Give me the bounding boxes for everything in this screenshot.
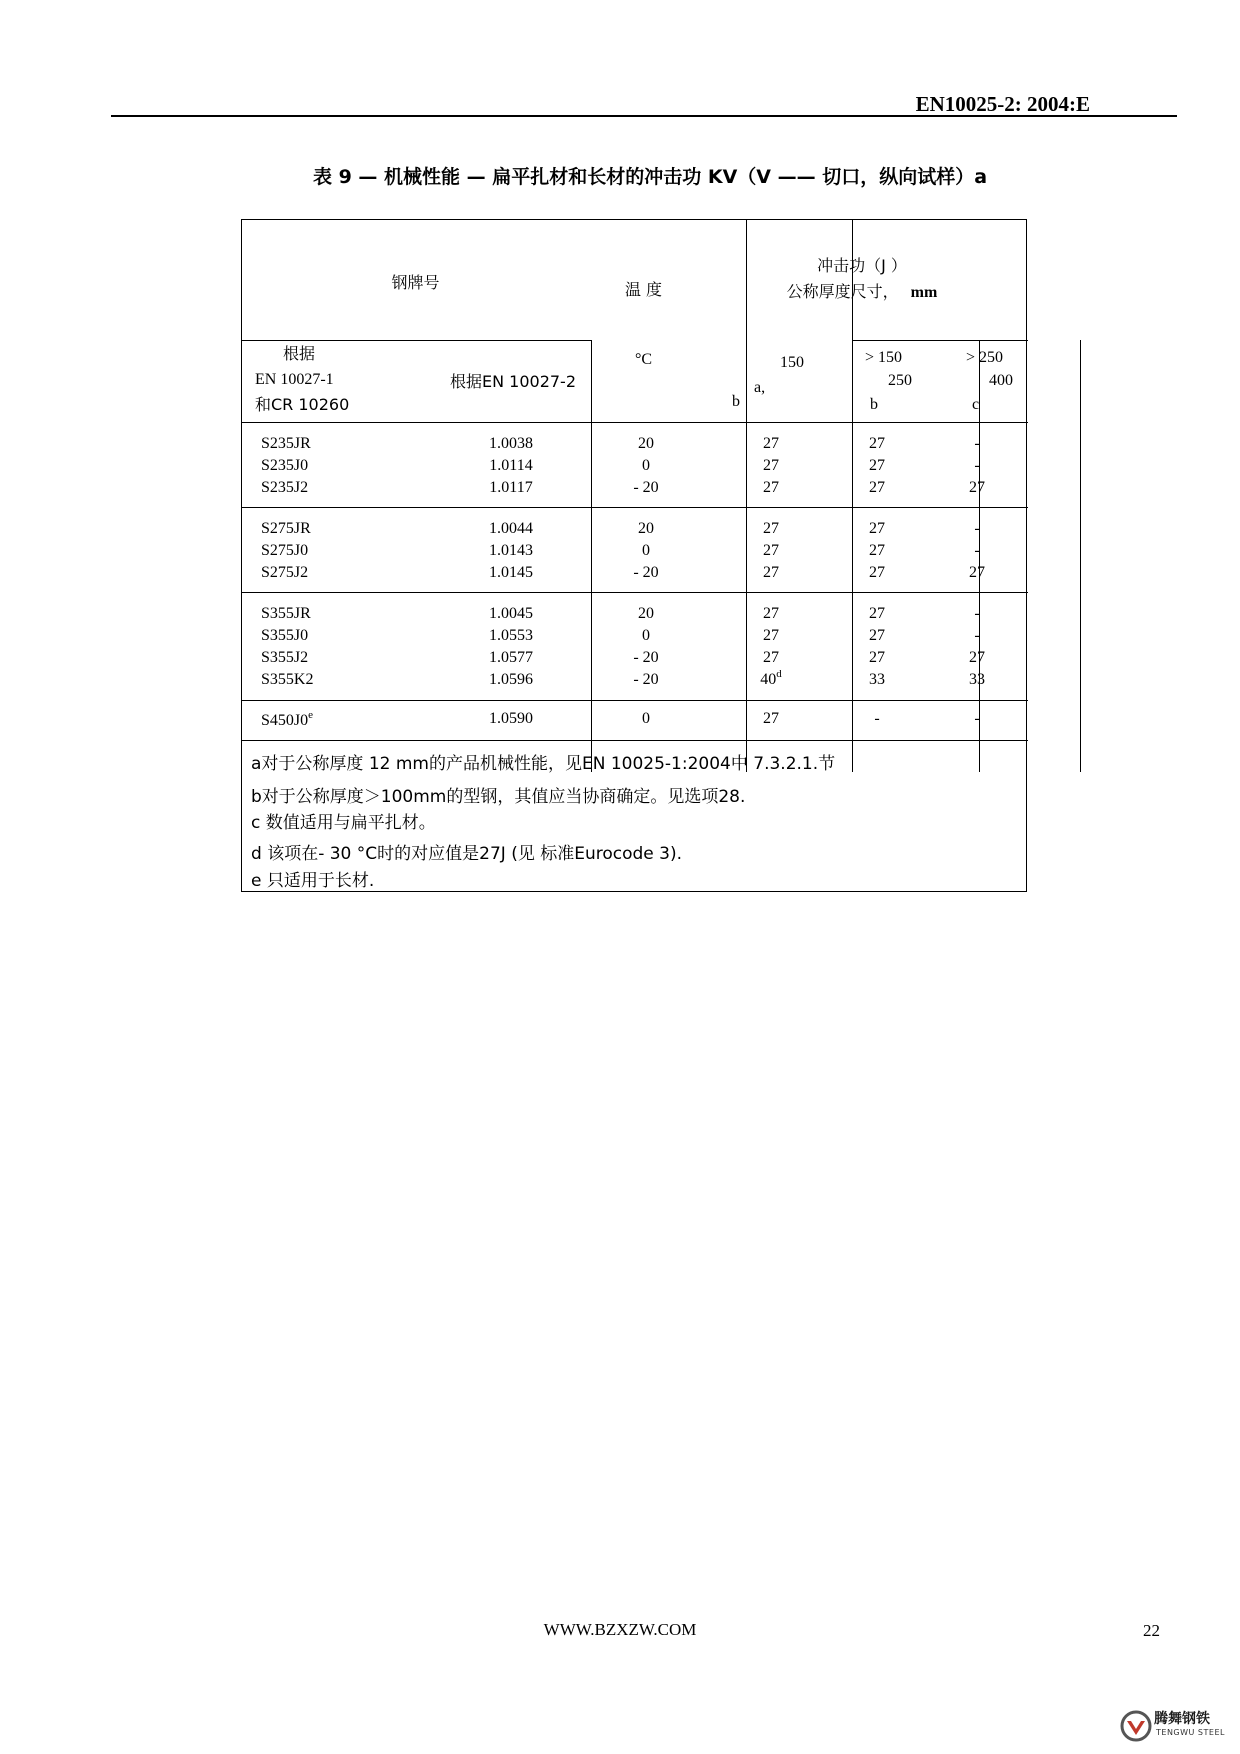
table-cell: 27 (869, 457, 885, 474)
table-cell: 1.0590 (489, 710, 533, 727)
table-cell: 0 (642, 457, 650, 474)
thk1-top: 150 (780, 354, 804, 371)
table-cell: 33 (969, 671, 985, 688)
footer-url[interactable]: WWW.BZXZW.COM (543, 1620, 697, 1639)
group2-grades (261, 518, 311, 584)
table-cell: S355K2 (261, 671, 314, 688)
table-cell: 0 (642, 710, 650, 727)
thk2-bot: b (870, 396, 878, 413)
sub-en10027-1-l2: EN 10027-1 (255, 371, 334, 388)
table-cell: 27 (763, 457, 779, 474)
table-cell: S235J0 (261, 457, 309, 474)
footnote-marker: d (776, 668, 782, 680)
header-rule (111, 115, 1177, 117)
table-cell: 1.0038 (489, 435, 533, 452)
table-note-e: e 只适用于长材. (251, 871, 375, 891)
table-content (241, 219, 1027, 892)
table-cell: - (974, 605, 980, 622)
table-cell: - (974, 520, 980, 537)
table-cell: S355J0 (261, 627, 309, 644)
table-cell: 1.0045 (489, 605, 533, 622)
group4-temps (611, 708, 681, 730)
table-cell (751, 669, 791, 691)
page-number: 22 (1143, 1621, 1160, 1640)
brand-logo-name-en: TENGWU STEEL (1156, 1728, 1225, 1737)
header-impact-line1: 冲击功（J ） (817, 256, 907, 275)
table-cell: - 20 (633, 479, 659, 496)
table-cell: 27 (763, 627, 779, 644)
table-note-c: c 数值适用与扁平扎材。 (251, 813, 436, 833)
footnote-marker: e (308, 709, 314, 721)
table-note-d: d 该项在- 30 °C时的对应值是27J (见 标准Eurocode 3). (251, 844, 683, 864)
thk3-mid: 400 (989, 372, 1013, 389)
table-cell: 27 (869, 649, 885, 666)
table-cell: 20 (638, 605, 654, 622)
group1-t3 (957, 433, 997, 499)
thk1-bot: b (732, 393, 740, 410)
table-title: 表 9 — 机械性能 — 扁平扎材和长材的冲击功 KV（V —— 切口，纵向试样）a (312, 166, 988, 188)
group2-t2 (857, 518, 897, 584)
group3-temps (611, 603, 681, 691)
table-cell: - (974, 435, 980, 452)
table-cell (261, 710, 313, 732)
thk2-top: > 150 (865, 349, 903, 366)
group3-grades (261, 603, 313, 691)
table-cell: - (974, 710, 980, 727)
header-grade: 钢牌号 (391, 273, 440, 292)
grid-line (1080, 340, 1081, 772)
brand-logo (1120, 1706, 1238, 1748)
table-cell: S355J2 (261, 649, 309, 666)
table-cell: - (974, 627, 980, 644)
group1-t1 (751, 433, 791, 499)
table-cell: S275J2 (261, 564, 309, 581)
thk1-mid: a, (754, 379, 766, 396)
group1-temps (611, 433, 681, 499)
table-cell: - (874, 710, 880, 727)
group1-numbers (476, 433, 546, 499)
table-cell: - (974, 457, 980, 474)
group4-grades (261, 710, 313, 732)
table-cell: 27 (869, 520, 885, 537)
cell-value: 40 (760, 671, 777, 688)
table-cell: - 20 (633, 649, 659, 666)
table-cell: 27 (763, 520, 779, 537)
table-cell: 0 (642, 627, 650, 644)
group2-numbers (476, 518, 546, 584)
table-cell: - 20 (633, 564, 659, 581)
group3-t2 (857, 603, 897, 691)
header-doc-code: EN10025-2: 2004:E (915, 92, 1090, 116)
group3-t1 (751, 603, 791, 691)
group2-t3 (957, 518, 997, 584)
table-cell: 27 (763, 710, 779, 727)
thk3-top: > 250 (966, 349, 1004, 366)
thk3-bot: c (972, 396, 980, 413)
table-cell: 1.0577 (489, 649, 533, 666)
table-cell: 0 (642, 542, 650, 559)
thk2-mid: 250 (888, 372, 912, 389)
impact-thickness-label: 公称厚度尺寸， (786, 282, 899, 301)
table-cell: 27 (763, 649, 779, 666)
table-cell: - 20 (633, 671, 659, 688)
group4-numbers (476, 708, 546, 730)
group3-t3 (957, 603, 997, 691)
header-impact-line2 (697, 281, 1027, 304)
table-cell: 1.0117 (489, 479, 533, 496)
table-cell: 20 (638, 520, 654, 537)
table-cell: 27 (763, 435, 779, 452)
table-cell: 27 (969, 564, 985, 581)
table-cell: 27 (763, 542, 779, 559)
group4-t2 (857, 708, 897, 730)
table-note-b: b对于公称厚度＞100mm的型钢，其值应当协商确定。见选项28. (251, 787, 746, 807)
header-temperature-unit: °C (634, 351, 653, 368)
table-cell: S275JR (261, 520, 311, 537)
table-cell: 1.0596 (489, 671, 533, 688)
table-cell: 27 (763, 605, 779, 622)
sub-en10027-1-l3: 和CR 10260 (255, 395, 350, 414)
table-cell: S235J2 (261, 479, 309, 496)
table-cell: 27 (763, 564, 779, 581)
group1-grades (261, 433, 311, 499)
group2-temps (611, 518, 681, 584)
brand-logo-name-cn: 腾舞钢铁 (1154, 1711, 1210, 1727)
table-cell: 27 (969, 649, 985, 666)
table-cell: 1.0143 (489, 542, 533, 559)
group1-t2 (857, 433, 897, 499)
header-temperature: 温 度 (624, 280, 663, 299)
table-cell: 27 (869, 542, 885, 559)
table-cell: S275J0 (261, 542, 309, 559)
impact-thickness-unit: mm (910, 284, 938, 301)
table-note-a: a对于公称厚度 12 mm的产品机械性能，见EN 10025-1:2004中 7.3.2.1.节 (251, 754, 836, 774)
table-cell: 1.0114 (489, 457, 533, 474)
group3-numbers (476, 603, 546, 691)
table-cell: 20 (638, 435, 654, 452)
table-cell: 27 (763, 479, 779, 496)
group4-t3 (957, 708, 997, 730)
sub-en10027-1-l1: 根据 (283, 344, 316, 363)
table-cell: 1.0553 (489, 627, 533, 644)
sub-en10027-2: 根据EN 10027-2 (449, 372, 577, 391)
brand-logo-icon (1120, 1710, 1152, 1742)
table-cell: 1.0145 (489, 564, 533, 581)
table-cell: - (974, 542, 980, 559)
table-cell: 27 (869, 564, 885, 581)
table-cell: 27 (869, 627, 885, 644)
table-cell: 27 (869, 479, 885, 496)
group2-t1 (751, 518, 791, 584)
group4-t1 (751, 708, 791, 730)
table-cell: S235JR (261, 435, 311, 452)
table-cell: 27 (969, 479, 985, 496)
table-cell: S355JR (261, 605, 311, 622)
cell-value: S450J0 (261, 712, 309, 729)
table-cell: 27 (869, 435, 885, 452)
table-cell: 33 (869, 671, 885, 688)
table-cell: 1.0044 (489, 520, 533, 537)
table-cell: 27 (869, 605, 885, 622)
